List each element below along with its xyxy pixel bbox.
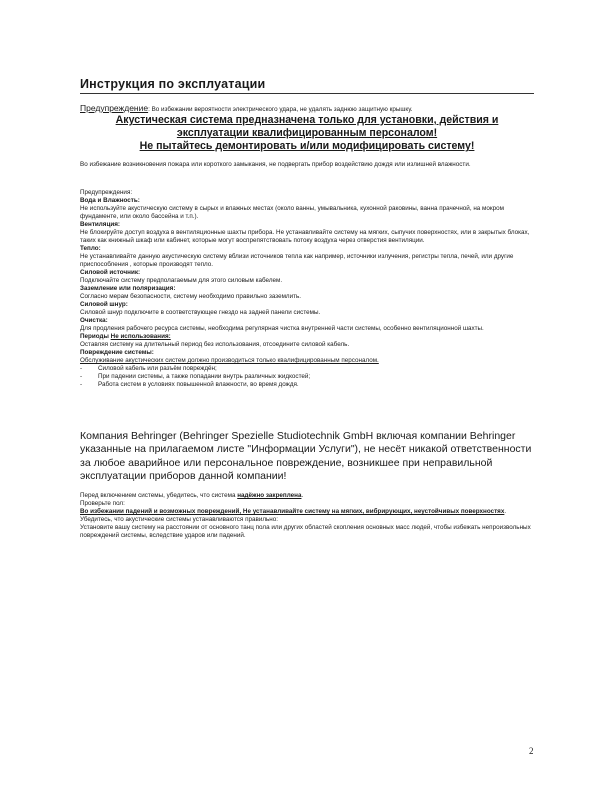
water-title: Вода и Влажность: <box>80 197 140 204</box>
nonuse-heading <box>80 333 534 341</box>
heat-title: Тепло: <box>80 245 101 252</box>
nonuse-text: Оставляя систему на длительный период без использования, отсоедините силовой кабель. <box>80 341 350 348</box>
list-item-text: Работа систем в условиях повышенной влажности, во время дождя. <box>98 381 299 388</box>
install-line-1-prefix: Перед включением системы, убедитесь, что система <box>80 492 238 499</box>
page-title: Инструкция по эксплуатации <box>80 77 266 91</box>
main-warning <box>80 114 534 154</box>
clean-title: Очистка: <box>80 317 108 324</box>
page-number: 2 <box>529 746 534 756</box>
warning-text: : Во избежании вероятности электрического удара, не удалять заднюю защитную крышку. <box>148 106 413 113</box>
list-item-text: При падении системы, а также попадании внутрь различных жидкостей; <box>98 373 311 380</box>
install-line-3-suffix: . <box>504 508 507 515</box>
install-line-4: Убедитесь, что акустические системы устанавливаются правильно: <box>80 516 279 523</box>
nonuse-prefix: Периоды <box>80 333 111 340</box>
power-title: Силовой источник: <box>80 269 141 276</box>
warning-label: Предупреждение <box>80 103 149 113</box>
ground-title: Заземление или поляризация: <box>80 285 176 292</box>
title-divider <box>80 93 534 94</box>
water-text: Не используйте акустическую систему в сырых и влажных местах (около ванны, умывальника, кухонной раковины, ванна прачечной, на мокром фундаменте, или около бассейна и т.п.). <box>80 205 504 220</box>
damage-text: Обслуживание акустических систем должно производиться только квалифицированным персоналом. <box>80 357 379 364</box>
vent-title: Вентиляция: <box>80 221 120 228</box>
list-dash: - <box>80 381 83 388</box>
cord-text: Силовой шнур подключите в соответствующее гнездо на задней панели системы. <box>80 309 321 316</box>
main-warning-line-3: Не пытайтесь демонтировать и/или модифицировать систему! <box>139 140 475 153</box>
warning-line <box>80 103 413 113</box>
damage-title: Повреждение системы: <box>80 349 154 356</box>
nonuse-title: Не использования: <box>110 333 171 340</box>
heat-text: Не устанавливайте данную акустическую систему вблизи источников тепла как например, источники излучения, регистры тепла, печей, или другие приспособления , которые производят тепло. <box>80 253 514 268</box>
install-line-2: Проверьте пол: <box>80 500 125 507</box>
ground-text: Согласно мерам безопасности, систему необходимо правильно заземлить. <box>80 293 302 300</box>
fire-notice: Во избежание возникновения пожара или короткого замыкания, не подвергать прибор воздействию дождя или излишней влажности. <box>80 161 471 168</box>
company-notice: Компания Behringer (Behringer Spezielle Studiotechnik GmbH включая компании Behringer указанные на прилагаемом листе "Информации Услуги"), не несёт никакой ответственности за любое аварийное или персональное повреждение, возникшее при неправильной эксплуатации приборов данной компании! <box>80 430 532 483</box>
install-line-3-bold: Во избежании падений и возможных повреждений, Не устанавливайте систему на мягких, вибрирующих, неустойчивых поверхностях <box>80 508 505 515</box>
main-warning-line-1: Акустическая система предназначена только для установки, действия и <box>115 114 499 126</box>
warnings-section <box>80 189 534 389</box>
list-dash: - <box>80 365 83 372</box>
install-line-1 <box>80 492 534 500</box>
list-dash: - <box>80 373 83 380</box>
install-line-3 <box>80 508 534 516</box>
vent-text: Не блокируйте доступ воздуха в вентиляционные шахты прибора. Не устанавливайте систему на мягких, сыпучих поверхностях, или в закрытых блоках, таких как книжный шкаф или кабинет, которые могут воспрепятствовать потоку воздуха через отверстия вентиляции. <box>80 229 530 244</box>
installation-section <box>80 492 534 540</box>
list-item-text: Силовой кабель или разъём повреждён; <box>98 365 217 372</box>
cord-title: Силовой шнур: <box>80 301 128 308</box>
warnings-heading: Предупреждения: <box>80 189 133 196</box>
list-item <box>80 365 534 373</box>
list-item <box>80 373 534 381</box>
power-text: Подключайте систему предполагаемым для этого силовым кабелем. <box>80 277 283 284</box>
install-line-1-bold: надёжно закреплена <box>237 492 302 499</box>
main-warning-line-2: эксплуатации квалифицированным персоналом! <box>176 127 438 140</box>
install-line-1-suffix: . <box>301 492 304 499</box>
list-item <box>80 381 534 389</box>
clean-text: Для продления рабочего ресурса системы, необходима регулярная чистка внутренней части системы, особенно вентиляционной шахты. <box>80 325 484 332</box>
install-line-5: Установите вашу систему на расстоянии от основного танц пола или других областей скопления основных масс людей, чтобы избежать непроизвольных повреждений системы, вследствие ударов или падений. <box>80 524 531 539</box>
